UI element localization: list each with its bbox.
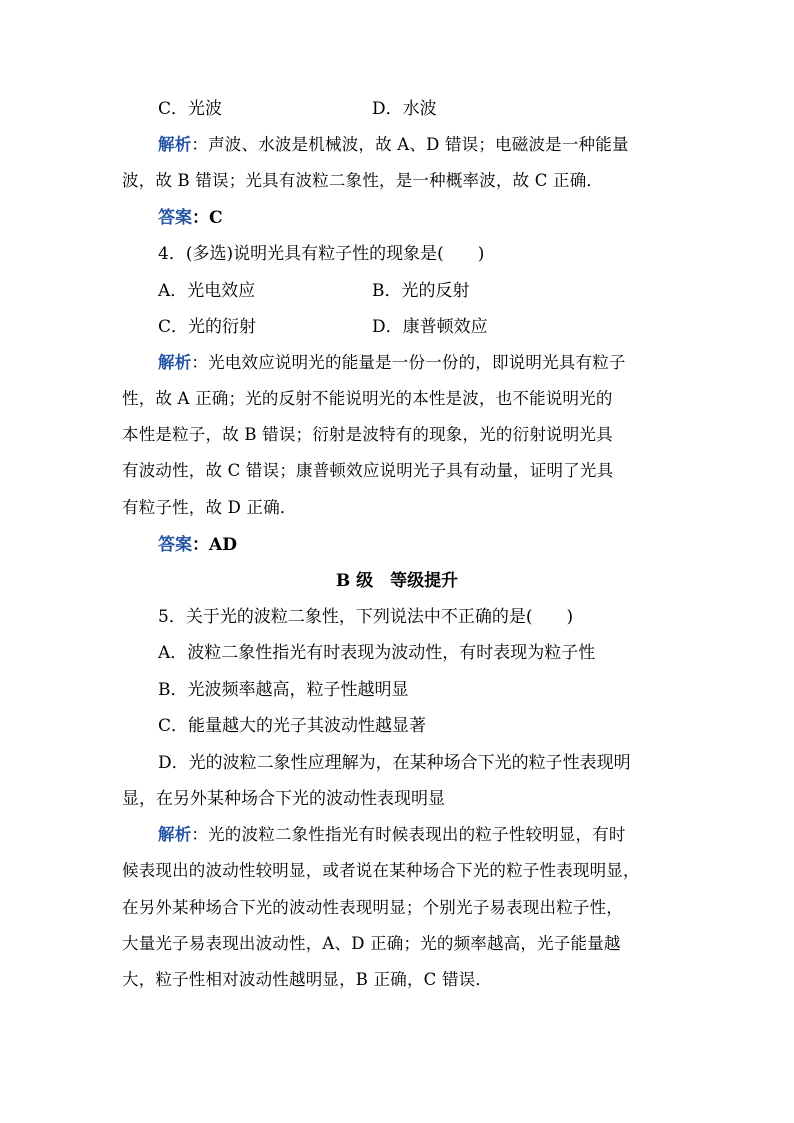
q5-analysis-line-2: 候表现出的波动性较明显，或者说在某种场合下光的粒子性表现明显， [122, 861, 640, 880]
q4-answer-value: ：AD [192, 535, 237, 555]
q5-analysis-line-5: 大，粒子性相对波动性越明显，B 正确，C 错误． [122, 970, 493, 989]
q5-option-c: C．能量越大的光子其波动性越显著 [158, 716, 427, 736]
q4-answer [158, 534, 678, 556]
section-title-b: B 级 等级提升 [335, 571, 459, 591]
q4-option-d: D．康普顿效应 [372, 317, 488, 337]
q4-analysis-label: 解析 [158, 353, 192, 372]
q5-analysis-line-1: 解析：光的波粒二象性指光有时候表现出的粒子性较明显，有时 [158, 825, 626, 844]
q5-option-d-line-1: D．光的波粒二象性应理解为，在某种场合下光的粒子性表现明 [158, 753, 631, 773]
q5-option-b: B．光波频率越高，粒子性越明显 [158, 680, 409, 700]
q4-option-b: B．光的反射 [372, 281, 470, 301]
q4-analysis-line-3: 本性是粒子，故 B 错误；衍射是波特有的现象，光的衍射说明光具 [122, 425, 613, 444]
q3-answer [158, 207, 678, 229]
q4-stem: 4．(多选)说明光具有粒子性的现象是( ) [158, 244, 485, 264]
q4-option-a: A．光电效应 [158, 281, 256, 301]
q5-stem: 5．关于光的波粒二象性，下列说法中不正确的是( ) [158, 607, 574, 627]
q4-answer-label: 答案 [158, 535, 192, 555]
q3-option-d: D．水波 [372, 99, 437, 119]
q4-analysis-line-5: 有粒子性，故 D 正确． [122, 498, 297, 517]
q3-analysis-line-2: 波，故 B 错误；光具有波粒二象性，是一种概率波，故 C 正确． [122, 171, 604, 190]
q3-analysis-line-1: 解析：声波、水波是机械波，故 A、D 错误；电磁波是一种能量 [158, 135, 629, 154]
q3-option-c: C．光波 [158, 99, 223, 119]
q5-analysis-line-4: 大量光子易表现出波动性，A、D 正确；光的频率越高，光子能量越 [122, 934, 621, 953]
q4-option-c: C．光的衍射 [158, 317, 257, 337]
q5-analysis-label: 解析 [158, 825, 192, 844]
q5-option-a: A．波粒二象性指光有时表现为波动性，有时表现为粒子性 [158, 643, 596, 663]
q3-analysis-label: 解析 [158, 135, 192, 154]
q4-analysis-line-4: 有波动性，故 C 错误；康普顿效应说明光子具有动量，证明了光具 [122, 461, 614, 480]
q5-option-d-line-2: 显，在另外某种场合下光的波动性表现明显 [122, 789, 445, 809]
q5-analysis-line-3: 在另外某种场合下光的波动性表现明显；个别光子易表现出粒子性， [122, 898, 623, 917]
q4-analysis-line-1: 解析：光电效应说明光的能量是一份一份的，即说明光具有粒子 [158, 353, 626, 372]
q3-answer-value: ：C [192, 208, 223, 228]
q4-analysis-line-2: 性，故 A 正确；光的反射不能说明光的本性是波，也不能说明光的 [122, 389, 613, 408]
q3-answer-label: 答案 [158, 208, 192, 228]
